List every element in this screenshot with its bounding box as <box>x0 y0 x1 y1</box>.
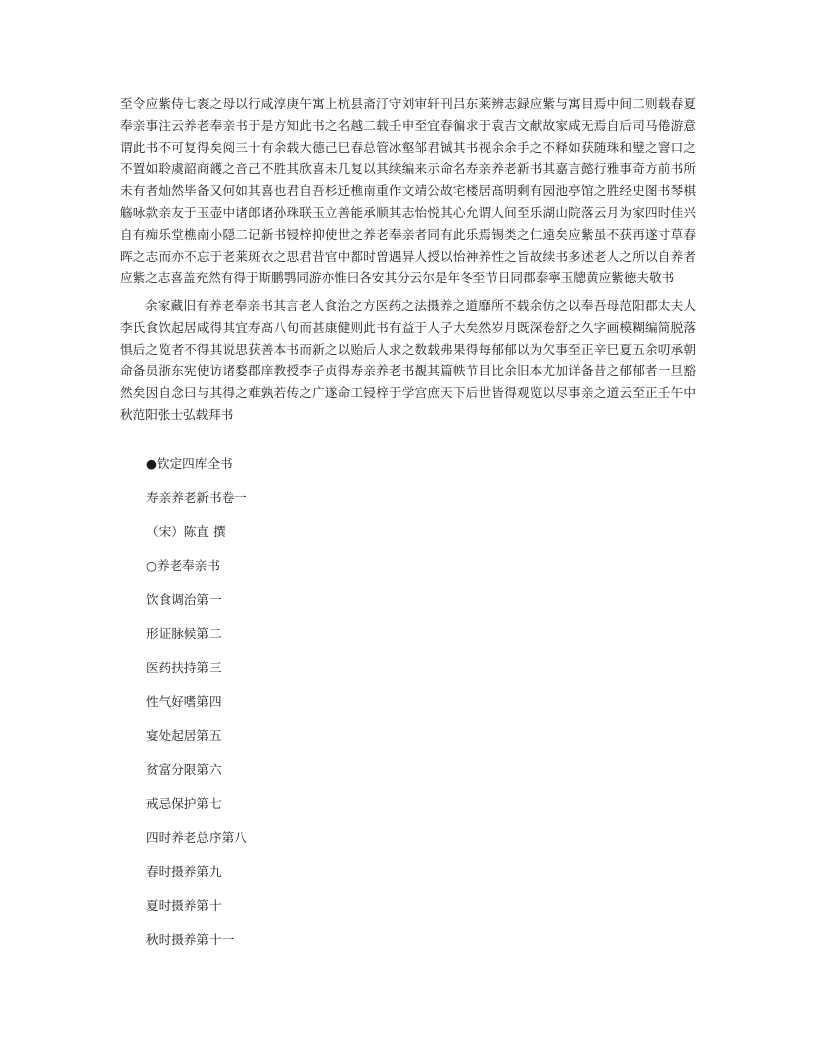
toc-item: 形证脉候第二 <box>146 626 222 641</box>
toc-item: 春时摄养第九 <box>146 864 222 879</box>
section-title: ○养老奉亲书 <box>146 558 220 573</box>
toc-item: 贫富分限第六 <box>146 762 222 777</box>
toc-item: 戒忌保护第七 <box>146 796 222 811</box>
toc-item: 饮食调治第一 <box>146 592 222 607</box>
toc-item: 秋时摄养第十一 <box>146 932 235 947</box>
toc-item: 医药扶持第三 <box>146 660 222 675</box>
toc-item: 四时养老总序第八 <box>146 830 247 845</box>
preface-paragraph-2: 余家藏旧有养老奉亲书其言老人食治之方医药之法摄养之道靡所不载余仿之以奉吾母范阳郡太夫人李氏食饮起居咸得其宜寿髙八旬而甚康健则此书有益于人子大矣然岁月既深卷舒之久字画模糊编简脱落惧后之览者不得其说思获善本书而新之以贻后人求之数载弗果得每郁郁以为欠事至正辛巳夏五余叨承朝命备员浙东宪使访诸婺郡庠教授李子贞得寿亲养老书覩其篇帙节目比余旧本尤加详备昔之郁郁者一旦豁然矣因自念曰与其得之难孰若传之广遂命工锓梓于学宫庶天下后世皆得观览以尽事亲之道云至正壬午中秋范阳张士弘载拜书 <box>120 298 696 422</box>
toc-item: 宴处起居第五 <box>146 728 222 743</box>
collection-title: ●钦定四库全书 <box>146 456 233 471</box>
author-line: （宋）陈直 撰 <box>146 524 226 539</box>
toc-item: 夏时摄养第十 <box>146 898 222 913</box>
toc-item: 性气好嗜第四 <box>146 694 222 709</box>
book-volume-title: 寿亲养老新书卷一 <box>146 490 247 505</box>
preface-paragraph-1: 至令应紫侍七袠之母以行咸淳庚午寓上杭县斋汀守刘审轩刊吕东莱辨志録应紫与寓目焉中间二则载春夏奉亲事注云养老奉亲书于是方知此书之名越二载壬申至宜春徧求于袁吉文献故家咸无焉自后司马倦游意谓此书不可复得矣阅三十有余载大德己巳春总管冰壑邹君铖其书视余余手之不释如获随珠和璧之窨口之不置如聆虞韶商頀之音己不胜其欣喜未几复以其续编来示命名寿亲养老新书其嘉言懿行雅事奇方前书所未有者灿然毕备又何如其喜也君自吾杉迁樵南重作文靖公故宅楼居髙明剩有园池亭馆之胜经史图书琴棋觞咏款亲友于玉壶中诸郎诸孙珠联玉立善能承顺其志怡悦其心允谓人间至乐湖山院落云月为家四时佳兴自有痴乐堂樵南小隠二记新书锓梓抑使世之养老奉亲者同有此乐焉锡类之仁遠矣应紫虽不获再遂寸草春晖之志而亦不忘于老莱斑衣之思君昔官中都时曽遇异人授以怡神养性之旨故续书多述老人之所以自养者应紫之志喜盖充然有得于斯鹏鹗同游亦惟曰各安其分云尔是年冬至节日同郡泰寧玉牕黄应紫徳夫敬书 <box>120 96 696 286</box>
